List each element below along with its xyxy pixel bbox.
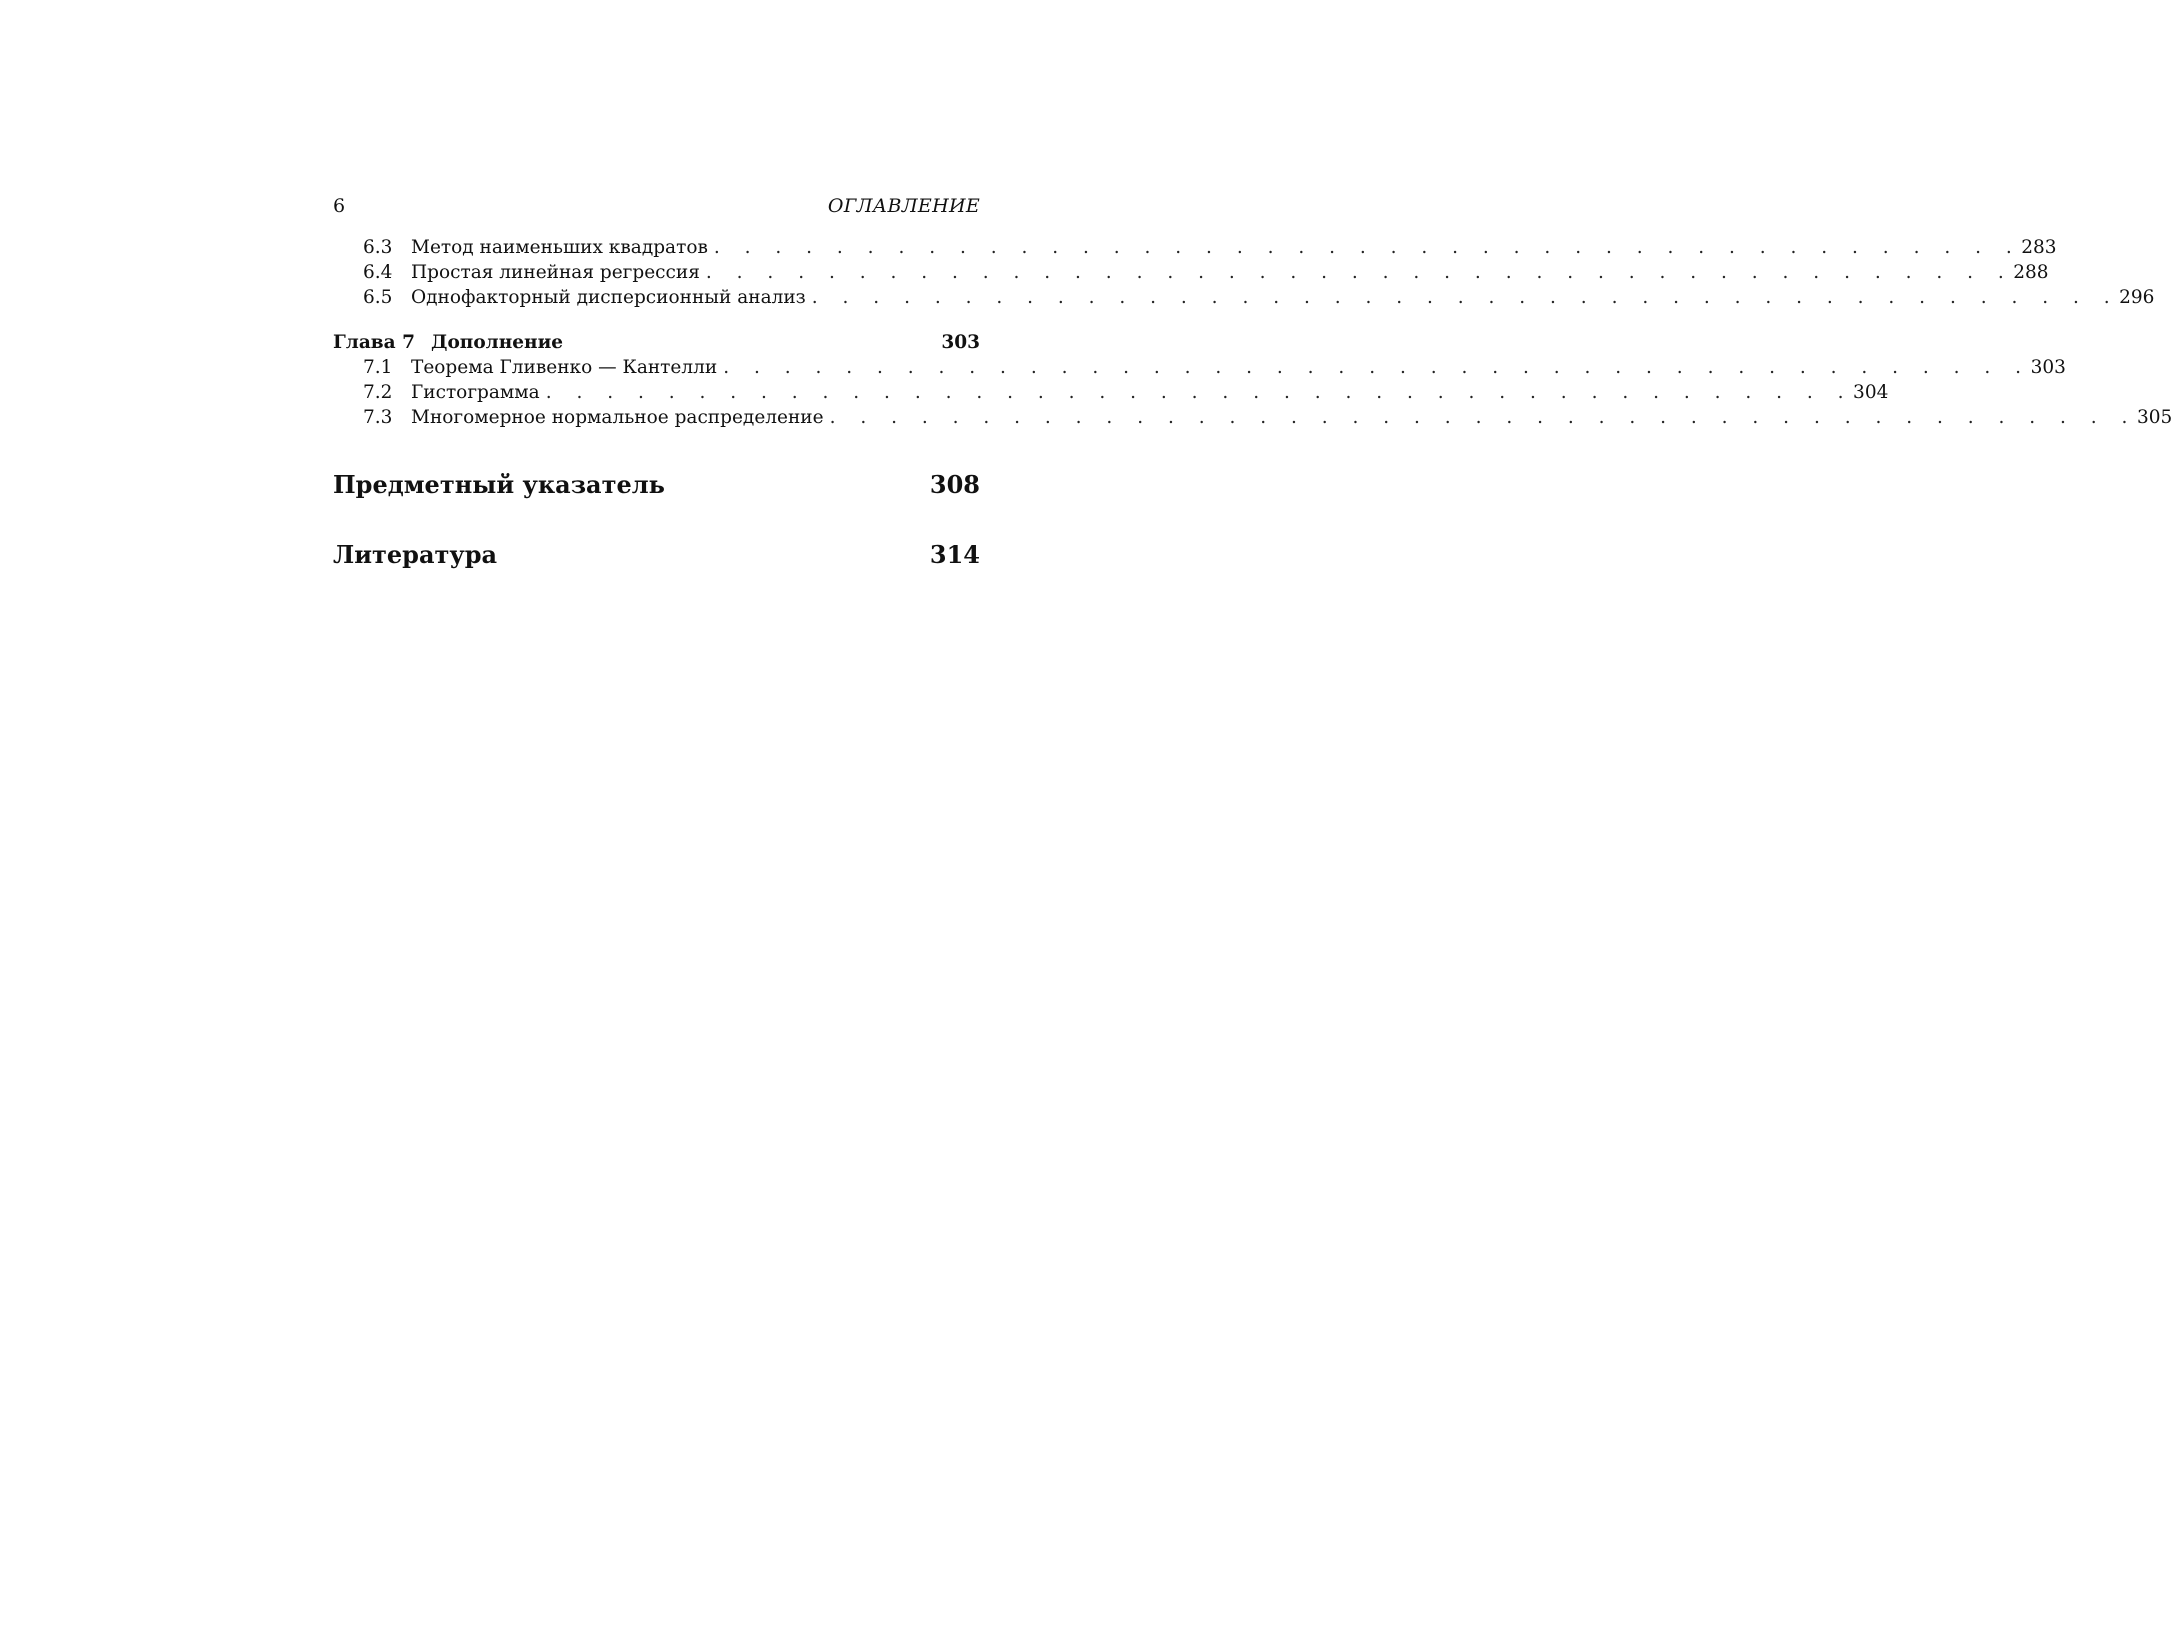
section-title: Многомерное нормальное распределение [411, 407, 824, 428]
toc-entry-7-1[interactable] [333, 355, 2066, 380]
dot-leader: . . . . . . . . . . . . . . . . . . . . . . . . . . . . . . . . . . . . . . . . . . . [705, 262, 2014, 283]
running-title: ОГЛАВЛЕНИЕ [827, 195, 980, 217]
dot-leader: . . . . . . . . . . . . . . . . . . . . . . . . . . . . . . . . . . . . . . . . . . . [811, 287, 2120, 308]
literature-title: Литература [333, 540, 498, 569]
toc-sections-chapter6 [333, 235, 2155, 310]
index-page: 308 [929, 470, 980, 499]
toc-sections-chapter7 [333, 355, 2172, 430]
chapter-label: Глава 7 [333, 332, 415, 353]
toc-entry-6-5[interactable] [333, 285, 2155, 310]
section-title: Однофакторный дисперсионный анализ [411, 287, 806, 308]
section-title: Теорема Гливенко — Кантелли [411, 357, 718, 378]
section-number: 6.4 [363, 262, 393, 283]
section-number: 7.2 [363, 382, 393, 403]
section-title: Метод наименьших квадратов [411, 237, 708, 258]
section-page: 305 [2136, 407, 2172, 428]
toc-entry-7-2[interactable] [333, 380, 1889, 405]
section-number: 6.3 [363, 237, 393, 258]
toc-literature-entry[interactable] [333, 540, 980, 570]
toc-index-entry[interactable] [333, 470, 980, 500]
running-head [333, 195, 980, 225]
section-title: Простая линейная регрессия [411, 262, 700, 283]
section-page: 288 [2013, 262, 2049, 283]
toc-entry-6-3[interactable] [333, 235, 2057, 260]
section-number: 6.5 [363, 287, 393, 308]
literature-page: 314 [929, 540, 980, 569]
section-page: 296 [2119, 287, 2155, 308]
dot-leader: . . . . . . . . . . . . . . . . . . . . . . . . . . . . . . . . . . . . . . . . . . . [829, 407, 2137, 428]
dot-leader: . . . . . . . . . . . . . . . . . . . . . . . . . . . . . . . . . . . . . . . . . . . [713, 237, 2022, 258]
chapter-page: 303 [941, 332, 980, 353]
dot-leader: . . . . . . . . . . . . . . . . . . . . . . . . . . . . . . . . . . . . . . . . . . . [723, 357, 2031, 378]
toc-chapter-7[interactable] [333, 330, 980, 355]
section-page: 283 [2021, 237, 2057, 258]
toc-entry-6-4[interactable] [333, 260, 2049, 285]
chapter-title: Дополнение [431, 332, 564, 353]
section-title: Гистограмма [411, 382, 540, 403]
section-page: 303 [2030, 357, 2066, 378]
page-number: 6 [333, 195, 346, 217]
index-title: Предметный указатель [333, 470, 665, 499]
section-number: 7.1 [363, 357, 393, 378]
section-page: 304 [1853, 382, 1889, 403]
dot-leader: . . . . . . . . . . . . . . . . . . . . . . . . . . . . . . . . . . . . . . . . . . . [545, 382, 1854, 403]
section-number: 7.3 [363, 407, 393, 428]
toc-entry-7-3[interactable] [333, 405, 2172, 430]
toc-page [333, 195, 2172, 570]
